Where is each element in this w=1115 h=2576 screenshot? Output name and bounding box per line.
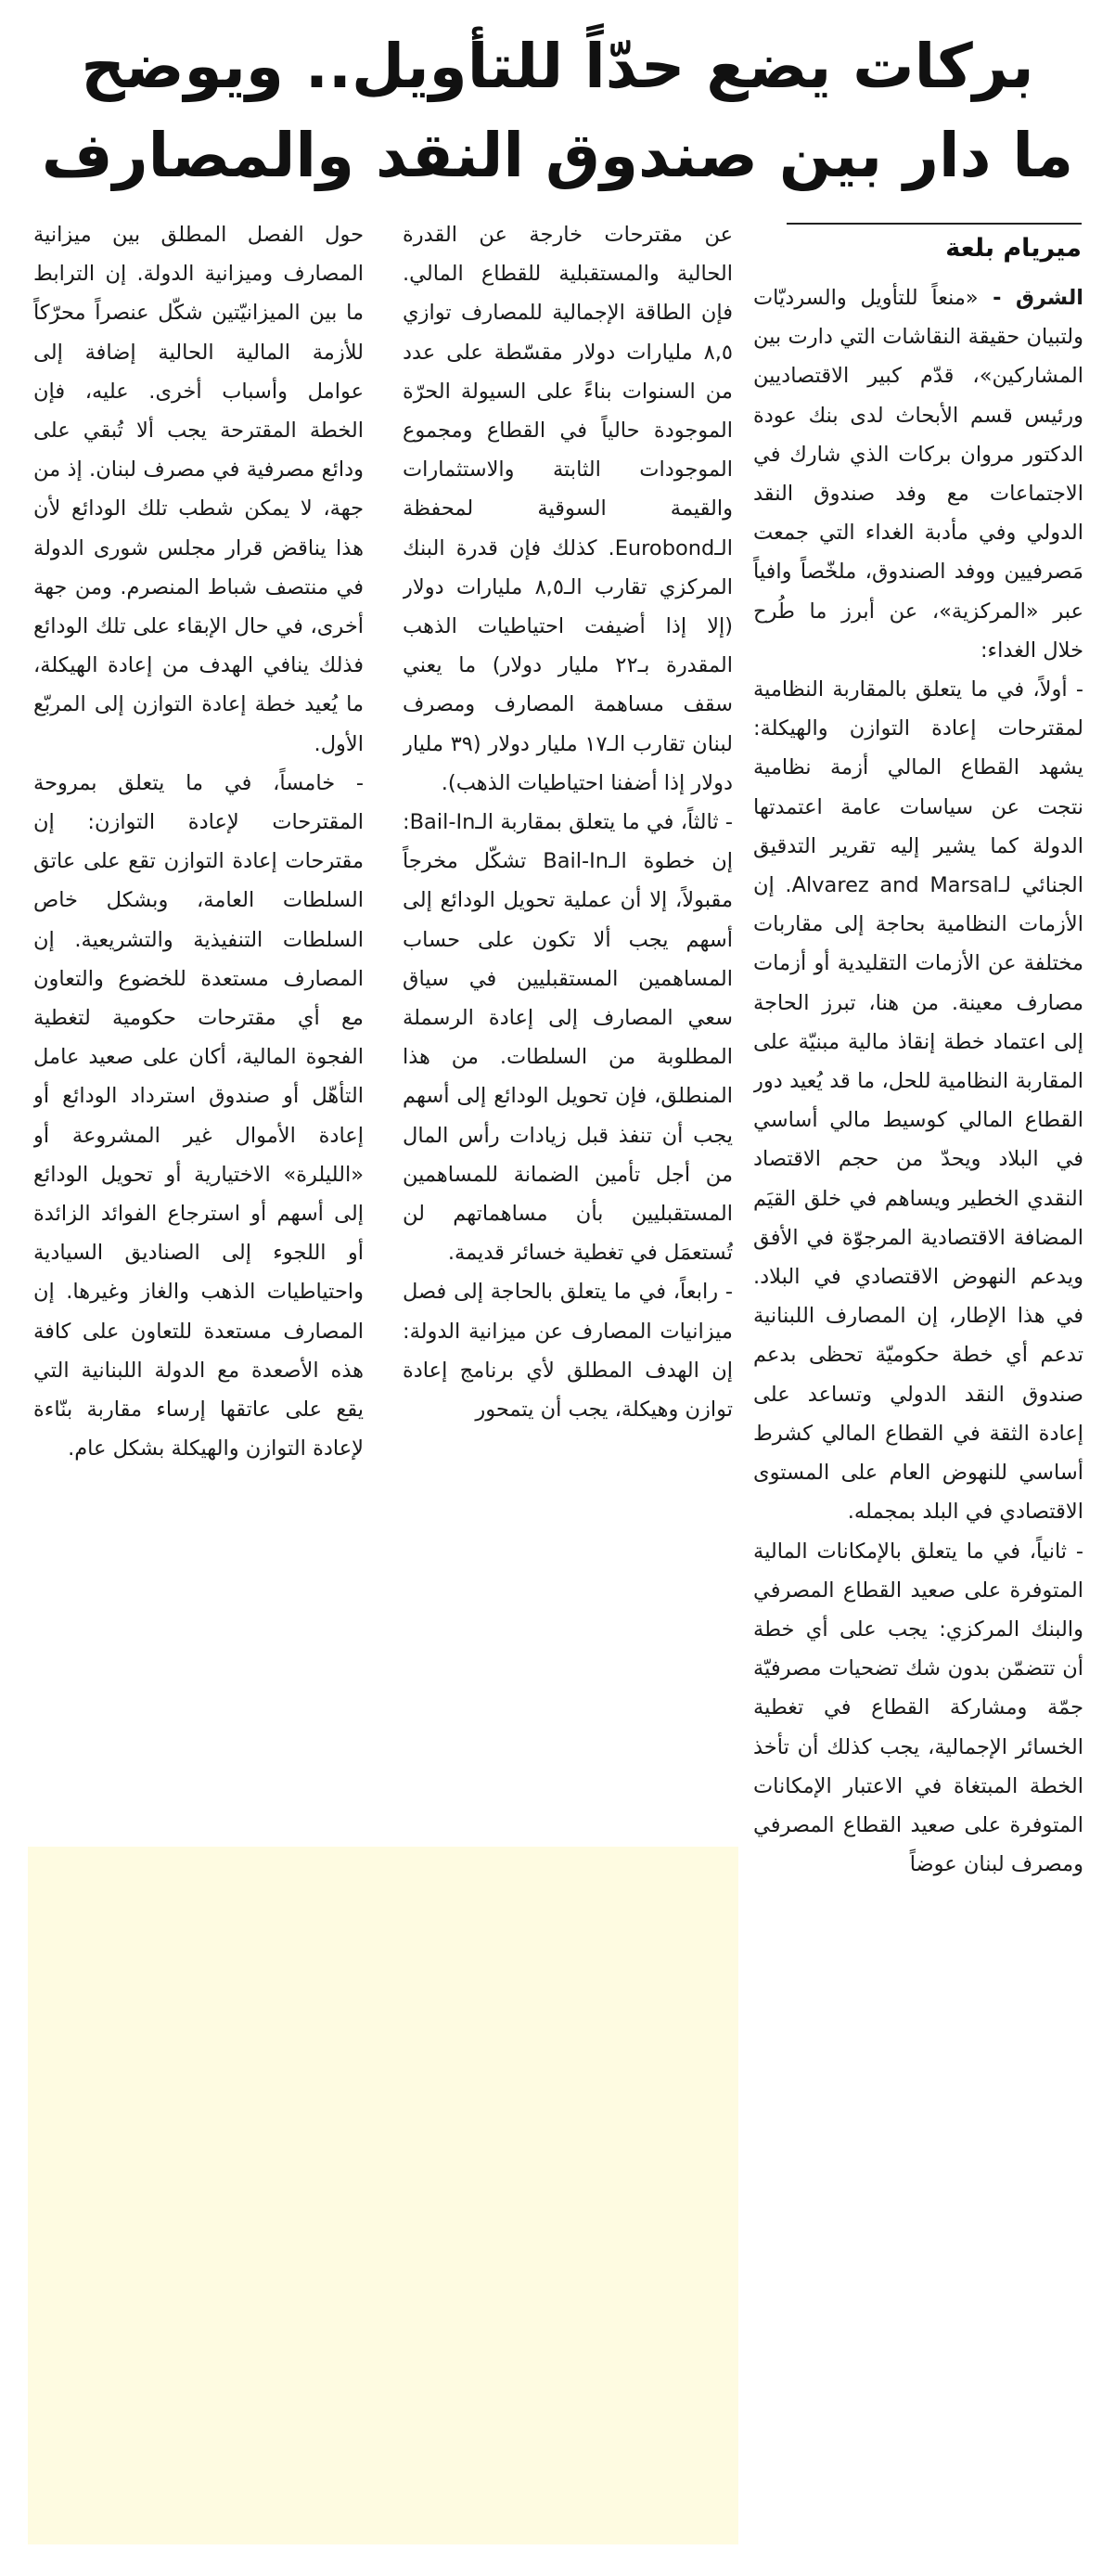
paragraph: حول الفصل المطلق بين ميزانية المصارف وميزانية الدولة. إن الترابط ما بين الميزانيّتين شكّل عنصراً محرّكاً للأزمة المالية الحالية إضافة إلى عوامل وأسباب أخرى. عليه، فإن الخطة المقترحة يجب ألا تُبقي على ودائع مصرفية في مصرف لبنان. إذ من جهة، لا يمكن شطب تلك الودائع لأن هذا يناقض قرار مجلس شورى الدولة في منتصف شباط المنصرم. ومن جهة أخرى، في حال الإبقاء على تلك الودائع فذلك ينافي الهدف من إعادة الهيكلة، ما يُعيد خطة إعادة التوازن إلى المربّع الأول. — [33, 223, 364, 756]
article-column-3 — [33, 215, 364, 1876]
advertisement-placeholder — [28, 1847, 738, 2544]
article-column-2 — [403, 215, 733, 1876]
paragraph: - أولاً، في ما يتعلق بالمقاربة النظامية لمقترحات إعادة التوازن والهيكلة: يشهد القطاع المالي أزمة نظامية نتجت عن سياسات عامة اعتمدتها الدولة كما يشير إليه تقرير التدقيق الجنائي لـAlvarez and Marsal. إن الأزمات النظامية بحاجة إلى مقاربات مختلفة عن الأزمات التقليدية أو أزمات مصارف معينة. من هنا، تبرز الحاجة إلى اعتماد خطة إنقاذ مالية مبنيّة على المقاربة النظامية للحل، ما قد يُعيد دور القطاع المالي كوسيط مالي أساسي في البلاد ويحدّ من حجم الاقتصاد النقدي الخطير ويساهم في خلق القيَم المضافة الاقتصادية المرجوّة في الأفق ويدعم النهوض الاقتصادي في البلاد. في هذا الإطار، إن المصارف اللبنانية تدعم أي خطة حكوميّة تحظى بدعم صندوق النقد الدولي وتساعد على إعادة الثقة في القطاع المالي كشرط أساسي للنهوض العام على المستوى الاقتصادي في البلد بمجمله. — [753, 677, 1083, 1525]
paragraph: - ثالثاً، في ما يتعلق بمقاربة الـBail-In: إن خطوة الـBail-In تشكّل مخرجاً مقبولاً، إلا أن عملية تحويل الودائع إلى أسهم يجب ألا تكون على حساب المساهمين المستقبليين في سياق سعي المصارف إلى إعادة الرسملة المطلوبة من السلطات. من هذا المنطلق، فإن تحويل الودائع إلى أسهم يجب أن تنفذ قبل زيادات رأس المال من أجل تأمين الضمانة للمساهمين المستقبليين بأن مساهماتهم لن تُستعمَل في تغطية خسائر قديمة. — [403, 810, 733, 1266]
dateline: الشرق - — [978, 286, 1083, 310]
article-headline — [28, 22, 1087, 200]
byline-rule — [787, 223, 1082, 225]
author-byline: ميريام بلعة — [945, 234, 1082, 263]
paragraph-text: «منعاً للتأويل والسرديّات ولتبيان حقيقة النقاشات التي دارت بين المشاركين»، قدّم كبير الاقتصاديين ورئيس قسم الأبحاث لدى بنك عودة الدكتور مروان بركات الذي شارك في الاجتماعات مع وفد صندوق النقد الدولي وفي مأدبة الغداء التي جمعت مَصرفيين ووفد الصندوق، ملخّصاً وافياً عبر «المركزية»، عن أبرز ما طُرح خلال الغداء: — [753, 286, 1083, 663]
headline-line-1: بركات يضع حدّاً للتأويل.. ويوضح — [81, 31, 1034, 102]
paragraph: - ثانياً، في ما يتعلق بالإمكانات المالية المتوفرة على صعيد القطاع المصرفي والبنك المركزي: يجب على أي خطة أن تتضمّن بدون شك تضحيات مصرفيّة جمّة ومشاركة القطاع في تغطية الخسائر الإجمالية، يجب كذلك أن تأخذ الخطة المبتغاة في الاعتبار الإمكانات المتوفرة على صعيد القطاع المصرفي ومصرف لبنان عوضاً — [753, 1539, 1083, 1877]
article-column-1 — [753, 278, 1083, 2552]
headline-line-2: ما دار بين صندوق النقد والمصارف — [41, 120, 1074, 191]
paragraph: - خامساً، في ما يتعلق بمروحة المقترحات لإعادة التوازن: إن مقترحات إعادة التوازن تقع على عاتق السلطات العامة، وبشكل خاص السلطات التنفيذية والتشريعية. إن المصارف مستعدة للخضوع والتعاون مع أي مقترحات حكومية لتغطية الفجوة المالية، أكان على صعيد عامل التأهّل أو صندوق استرداد الودائع أو إعادة الأموال غير المشروعة أو «الليلرة» الاختيارية أو تحويل الودائع إلى أسهم أو استرجاع الفوائد الزائدة أو اللجوء إلى الصناديق السيادية واحتياطيات الذهب والغاز وغيرها. إن المصارف مستعدة للتعاون على كافة هذه الأصعدة مع الدولة اللبنانية التي يقع على عاتقها إرساء مقاربة بنّاءة لإعادة التوازن والهيكلة بشكل عام. — [33, 770, 364, 1462]
paragraph: - رابعاً، في ما يتعلق بالحاجة إلى فصل ميزانيات المصارف عن ميزانية الدولة: إن الهدف المطلق لأي برنامج إعادة توازن وهيكلة، يجب أن يتمحور — [403, 1280, 733, 1423]
paragraph: عن مقترحات خارجة عن القدرة الحالية والمستقبلية للقطاع المالي. فإن الطاقة الإجمالية للمصارف توازي ٨,٥ مليارات دولار مقسّطة على عدد من السنوات بناءً على السيولة الحرّة الموجودة حالياً في القطاع ومجموع الموجودات الثابتة والاستثمارات والقيمة السوقية لمحفظة الـEurobond. كذلك فإن قدرة البنك المركزي تقارب الـ٨,٥ مليارات دولار (إلا إذا أضيفت احتياطيات الذهب المقدرة بـ٢٢ مليار دولار) ما يعني سقف مساهمة المصارف ومصرف لبنان تقارب الـ١٧ مليار دولار (٣٩ مليار دولار إذا أضفنا احتياطيات الذهب). — [403, 223, 733, 795]
paragraph — [753, 278, 1083, 670]
